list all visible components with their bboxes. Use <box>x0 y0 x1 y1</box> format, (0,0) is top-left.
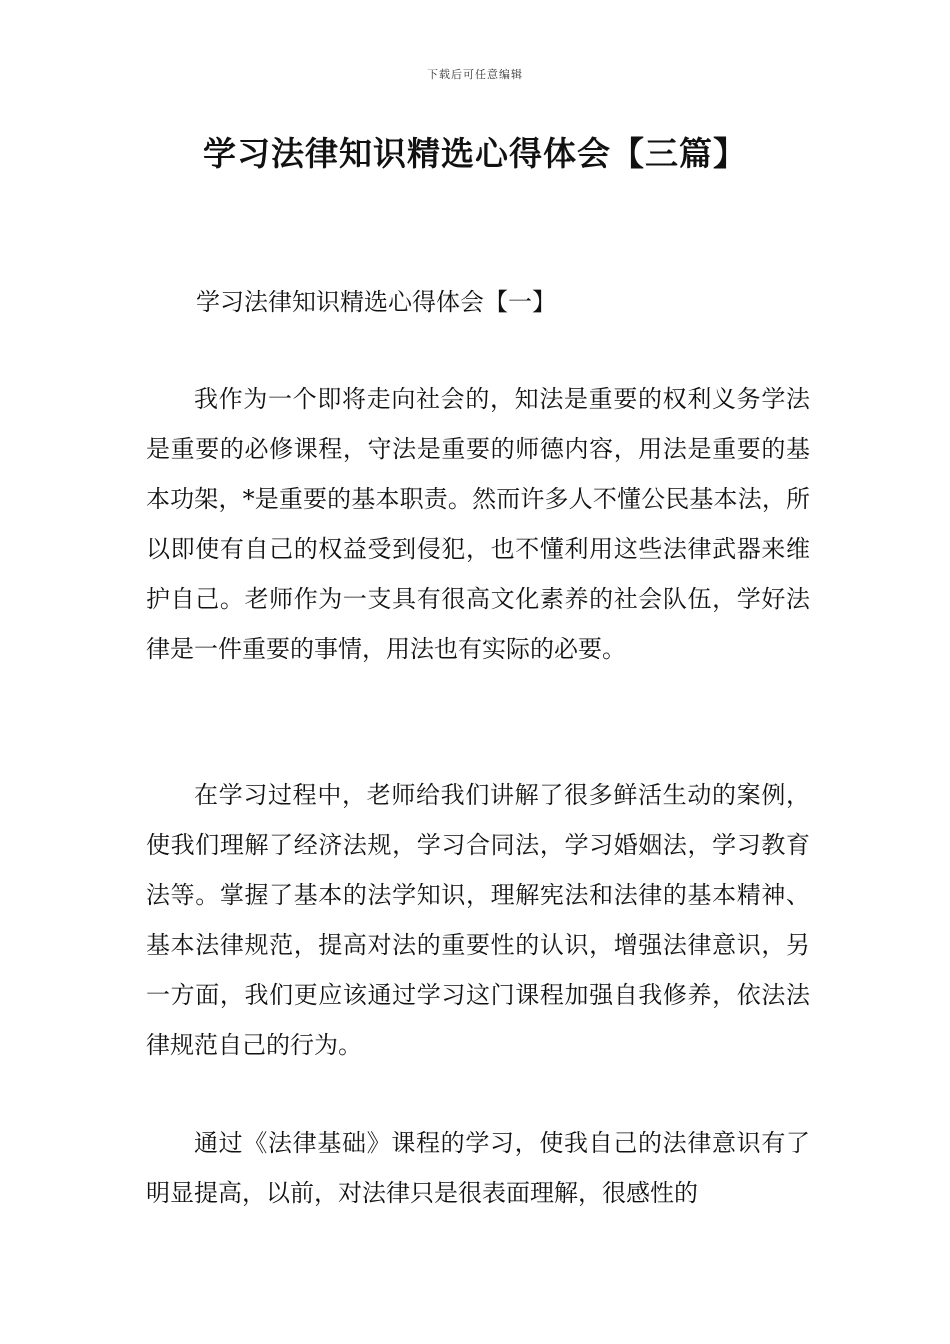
header-note: 下载后可任意编辑 <box>427 68 523 81</box>
paragraph-1: 我作为一个即将走向社会的，知法是重要的权利义务学法是重要的必修课程，守法是重要的师德内容，用法是重要的基本功架，*是重要的基本职责。然而许多人不懂公民基本法，所以即使有自己的权益受到侵犯，也不懂利用这些法律武器来维护自己。老师作为一支具有很高文化素养的社会队伍，学好法律是一件重要的事情，用法也有实际的必要。 <box>146 385 810 663</box>
section-heading: 学习法律知识精选心得体会【一】 <box>196 288 556 316</box>
paragraph-3: 通过《法律基础》课程的学习，使我自己的法律意识有了明显提高，以前，对法律只是很表面理解，很感性的 <box>146 1129 810 1207</box>
paragraph-2: 在学习过程中，老师给我们讲解了很多鲜活生动的案例，使我们理解了经济法规，学习合同法，学习婚姻法，学习教育法等。掌握了基本的法学知识，理解宪法和法律的基本精神、基本法律规范，提高对法的重要性的认识，增强法律意识，另一方面，我们更应该通过学习这门课程加强自我修养，依法法律规范自己的行为。 <box>146 781 810 1059</box>
document-title: 学习法律知识精选心得体会【三篇】 <box>203 134 747 173</box>
